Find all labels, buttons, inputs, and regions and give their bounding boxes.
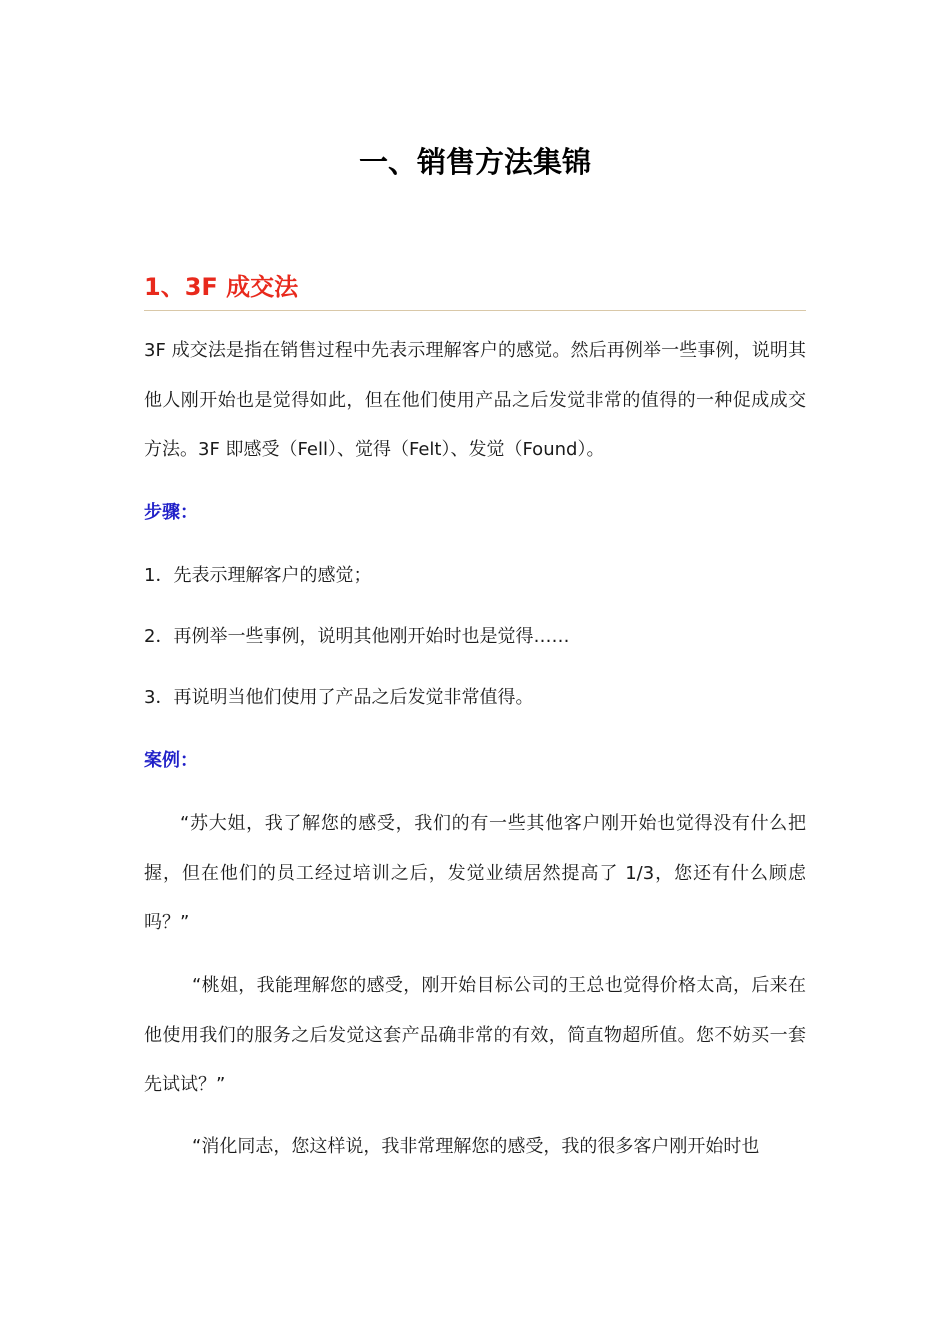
step-item-2: 2．再例举一些事例，说明其他刚开始时也是觉得…… (144, 626, 570, 647)
case-paragraph-2: “桃姐，我能理解您的感受，刚开始目标公司的王总也觉得价格太高，后来在他使用我们的服务之后发觉这套产品确非常的有效，简直物超所值。您不妨买一套先试试？” (144, 975, 806, 1095)
step-item-1: 1．先表示理解客户的感觉； (144, 565, 372, 586)
step-item-3: 3．再说明当他们使用了产品之后发觉非常值得。 (144, 687, 534, 708)
case-paragraph-3: “消化同志，您这样说，我非常理解您的感受，我的很多客户刚开始时也 (192, 1136, 760, 1157)
case-paragraph-1: “苏大姐，我了解您的感受，我们的有一些其他客户刚开始也觉得没有什么把握，但在他们的员工经过培训之后，发觉业绩居然提高了 1/3，您还有什么顾虑吗？” (144, 813, 806, 933)
steps-label: 步骤： (144, 502, 198, 523)
cases-label: 案例： (144, 750, 198, 771)
intro-paragraph: 3F 成交法是指在销售过程中先表示理解客户的感觉。然后再例举一些事例，说明其他人刚开始也是觉得如此，但在他们使用产品之后发觉非常的值得的一种促成成交方法。3F 即感受（Fell）、觉得（Felt）、发觉（Found）。 (144, 340, 806, 460)
section-heading: 1、3F 成交法 (144, 273, 299, 301)
heading-divider (144, 310, 806, 311)
page-title: 一、销售方法集锦 (358, 145, 591, 179)
